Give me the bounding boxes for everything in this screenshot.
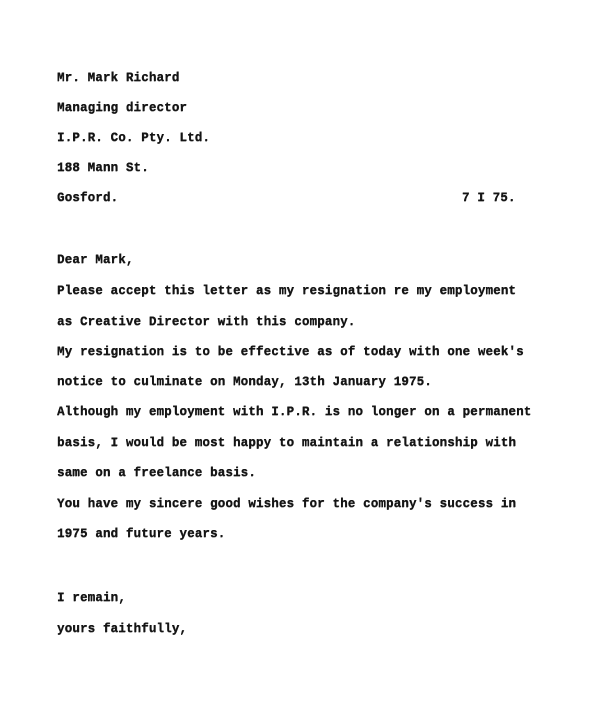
body-line: as Creative Director with this company. xyxy=(57,315,356,329)
recipient-name: Mr. Mark Richard xyxy=(57,71,180,85)
body-line: My resignation is to be effective as of today with one week's xyxy=(57,345,524,359)
recipient-title: Managing director xyxy=(57,101,188,115)
recipient-street: 188 Mann St. xyxy=(57,161,149,175)
salutation: Dear Mark, xyxy=(57,253,134,267)
body-line: 1975 and future years. xyxy=(57,527,226,541)
body-line: notice to culminate on Monday, 13th January 1975. xyxy=(57,375,432,389)
recipient-city: Gosford. xyxy=(57,191,119,205)
recipient-company: I.P.R. Co. Pty. Ltd. xyxy=(57,131,211,145)
closing-remain: I remain, xyxy=(57,591,126,605)
body-line: basis, I would be most happy to maintain a relationship with xyxy=(57,436,517,450)
closing-signoff: yours faithfully, xyxy=(57,622,188,636)
letter-date: 7 I 75. xyxy=(462,191,516,205)
body-line: Please accept this letter as my resignation re my employment xyxy=(57,284,517,298)
body-line: Although my employment with I.P.R. is no longer on a permanent xyxy=(57,405,532,419)
body-line: You have my sincere good wishes for the company's success in xyxy=(57,497,517,511)
body-line: same on a freelance basis. xyxy=(57,466,256,480)
